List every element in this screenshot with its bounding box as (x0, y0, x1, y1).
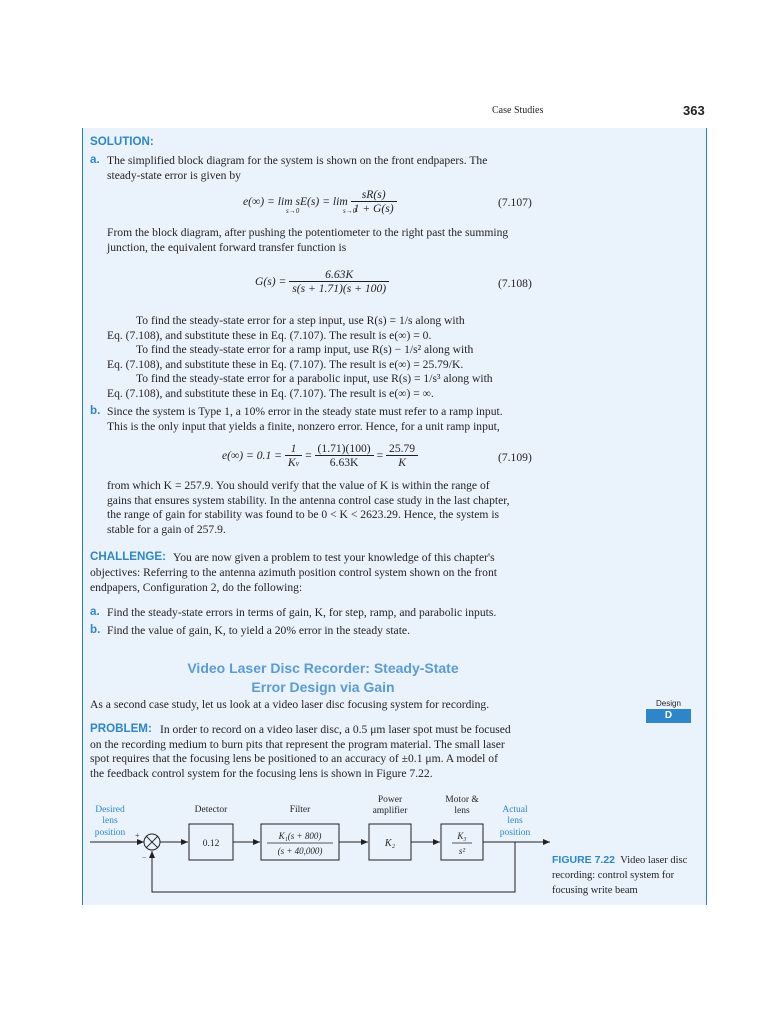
amplifier-label-1: Power (377, 795, 403, 805)
page-number: 363 (683, 103, 705, 118)
design-badge: D (646, 709, 691, 723)
eq107-fraction (351, 188, 397, 215)
eq107-limit1: s→0 (286, 207, 300, 215)
input-label-3: position (94, 828, 126, 838)
problem-line1: In order to record on a video laser disc, a 0.5 μm laser spot must be focused (160, 723, 511, 736)
eq109-f1-den-k: K (287, 456, 296, 469)
after109-line4: stable for a gain of 257.9. (107, 523, 226, 536)
block-diagram (82, 786, 552, 898)
parabolic-line2: Eq. (7.108), and substitute these in Eq. (7.107). The result is e(∞) = ∞. (107, 387, 434, 400)
eq109-f2-denominator: 6.63K (315, 455, 374, 469)
minus-sign: − (142, 853, 147, 862)
eq107-denominator: 1 + G(s) (351, 201, 397, 215)
challenge-line3: endpapers, Configuration 2, do the following: (90, 581, 303, 594)
motor-label-2: lens (454, 806, 470, 816)
problem-line2: on the recording medium to burn pits that represent the program material. The small laser (90, 738, 505, 751)
input-label-2: lens (102, 816, 118, 826)
challenge-a-marker: a. (90, 605, 100, 618)
case-study-title-line2: Error Design via Gain (251, 679, 395, 695)
case-study-title-line1: Video Laser Disc Recorder: Steady-State (187, 660, 459, 676)
eq109-fraction1 (285, 442, 302, 469)
equation-7-107 (243, 188, 397, 215)
eq107-lhs: e(∞) = lim sE(s) = lim (243, 195, 348, 208)
amplifier-label-2: amplifier (372, 806, 408, 816)
ramp-line1: To find the steady-state error for a ramp input, use R(s) − 1/s² along with (136, 343, 474, 356)
eq109-equals1: = (305, 449, 312, 462)
eq109-fraction3 (386, 442, 418, 469)
eq109-equals2: = (376, 449, 384, 462)
eq109-f1-denominator (285, 455, 302, 469)
filter-denominator: (s + 40,000) (277, 846, 323, 856)
filter-label: Filter (289, 805, 311, 815)
eq109-f3-denominator: K (386, 455, 418, 469)
plus-sign: + (135, 831, 140, 840)
amplifier-gain: K₂ (384, 838, 396, 849)
solution-b-line1: Since the system is Type 1, a 10% error in the steady state must refer to a ramp input. (107, 405, 503, 418)
motor-numerator: K₃ (457, 831, 467, 841)
challenge-line2: objectives: Referring to the antenna azimuth position control system shown on the front (90, 566, 497, 579)
detector-gain: 0.12 (202, 839, 220, 849)
eq107-tag: (7.107) (498, 196, 532, 209)
solution-a-line2: steady-state error is given by (107, 169, 241, 182)
challenge-b-marker: b. (90, 623, 101, 636)
motor-label-1: Motor & (445, 795, 479, 805)
challenge-heading: CHALLENGE: (90, 550, 166, 563)
equation-7-108 (255, 268, 389, 295)
figure-number: FIGURE 7.22 (552, 854, 616, 866)
after109-line2: gains that ensures system stability. In the antenna control case study in the last chapter, (107, 494, 510, 507)
part-b-marker: b. (90, 404, 101, 417)
after107-line1: From the block diagram, after pushing the potentiometer to the right past the summing (107, 226, 509, 239)
eq109-f3-numerator: 25.79 (389, 442, 416, 455)
problem-heading: PROBLEM: (90, 722, 152, 735)
eq109-fraction2 (315, 442, 374, 469)
parabolic-line1: To find the steady-state error for a parabolic input, use R(s) = 1/s³ along with (136, 372, 493, 385)
ramp-line2: Eq. (7.108), and substitute these in Eq. (7.107). The result is e(∞) = 25.79/K. (107, 358, 464, 371)
motor-denominator: s² (458, 846, 466, 856)
solution-b-line2: This is the only input that yields a finite, nonzero error. Hence, for a unit ramp input, (107, 420, 500, 433)
equation-7-109 (222, 442, 418, 469)
challenge-line1: You are now given a problem to test your knowledge of this chapter's (173, 551, 495, 564)
input-label-1: Desired (95, 805, 125, 815)
output-label-2: lens (507, 816, 523, 826)
eq108-numerator: 6.63K (325, 268, 354, 281)
figure-caption (552, 853, 702, 898)
design-label: Design (656, 699, 681, 708)
eq108-fraction (289, 268, 389, 295)
detector-label: Detector (194, 805, 228, 815)
eq109-lhs: e(∞) = 0.1 = (222, 449, 282, 462)
case-study-intro: As a second case study, let us look at a video laser disc focusing system for recording. (90, 698, 490, 711)
challenge-b-text: Find the value of gain, K, to yield a 20% error in the steady state. (107, 624, 410, 637)
step-line2: Eq. (7.108), and substitute these in Eq. (7.107). The result is e(∞) = 0. (107, 329, 432, 342)
eq109-tag: (7.109) (498, 451, 532, 464)
filter-numerator: K₁(s + 800) (278, 831, 322, 841)
part-a-marker: a. (90, 153, 100, 166)
solution-heading: SOLUTION: (90, 135, 154, 148)
figure-caption-text: Video laser disc recording: control system for focusing write beam (552, 855, 688, 896)
eq109-f2-numerator: (1.71)(100) (317, 442, 371, 455)
eq109-f1-numerator: 1 (290, 442, 297, 455)
step-line1: To find the steady-state error for a step input, use R(s) = 1/s along with (136, 314, 465, 327)
solution-a-line1: The simplified block diagram for the system is shown on the front endpapers. The (107, 154, 488, 167)
after109-line3: the range of gain for stability was found to be 0 < K < 2623.29. Hence, the system is (107, 508, 500, 521)
challenge-a-text: Find the steady-state errors in terms of gain, K, for step, ramp, and parabolic inputs. (107, 606, 497, 619)
running-head: Case Studies (492, 105, 544, 116)
after109-line1: from which K = 257.9. You should verify that the value of K is within the range of (107, 479, 490, 492)
eq108-denominator: s(s + 1.71)(s + 100) (289, 281, 389, 295)
eq109-f1-den-sub: v (295, 459, 300, 468)
output-label-3: position (499, 828, 531, 838)
eq107-numerator: sR(s) (361, 188, 386, 201)
problem-line3: spot requires that the focusing lens be positioned to an accuracy of ±0.1 μm. A model of (90, 752, 498, 765)
output-label-1: Actual (502, 805, 528, 815)
eq108-tag: (7.108) (498, 277, 532, 290)
after107-line2: junction, the equivalent forward transfer function is (107, 241, 347, 254)
eq108-lhs: G(s) = (255, 275, 287, 288)
eq107-limit2: s→0 (343, 207, 357, 215)
problem-line4: the feedback control system for the focusing lens is shown in Figure 7.22. (90, 767, 433, 780)
